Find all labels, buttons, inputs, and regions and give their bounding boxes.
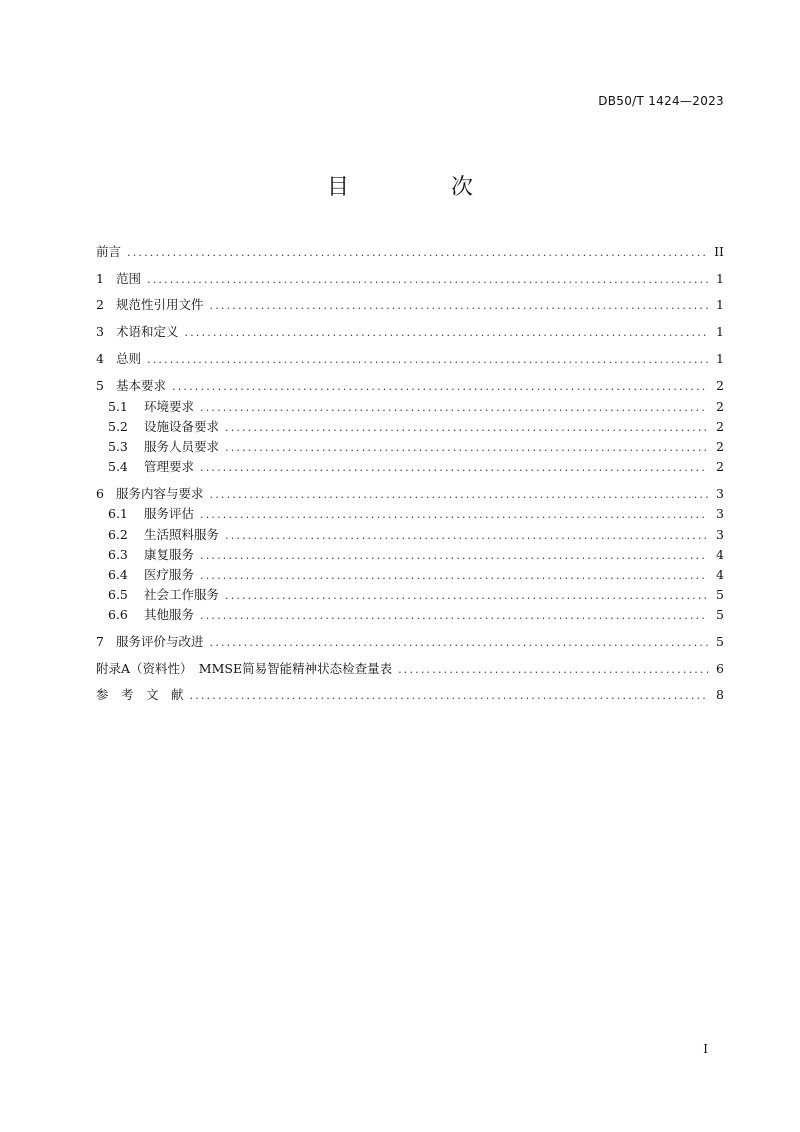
toc-entry[interactable] <box>96 296 724 314</box>
toc-entry[interactable] <box>96 526 724 544</box>
page-number: I <box>703 1042 708 1056</box>
toc-entry-page: 2 <box>716 399 724 414</box>
toc-entry[interactable] <box>96 546 724 564</box>
toc-leader-dots <box>200 399 708 417</box>
toc-entry[interactable] <box>96 323 724 341</box>
toc-entry-number: 5 <box>96 378 104 393</box>
toc-leader-dots <box>147 271 708 289</box>
toc-entry-label: 服务评价与改进 <box>116 634 204 649</box>
toc-entry[interactable] <box>96 398 724 416</box>
toc-leader-dots <box>200 459 708 477</box>
toc-entry-number: 6.5 <box>108 587 128 602</box>
doc-code: DB50/T 1424—2023 <box>598 94 724 108</box>
toc-entry-label: 其他服务 <box>144 607 195 622</box>
toc-entry-page: II <box>714 244 724 259</box>
toc-entry-number: 7 <box>96 634 104 649</box>
toc-leader-dots <box>225 587 708 605</box>
toc-entry-page: 1 <box>716 271 724 286</box>
toc-entry-page: 4 <box>716 547 724 562</box>
toc-entry[interactable] <box>96 270 724 288</box>
toc-entry-label: 服务评估 <box>144 506 195 521</box>
toc-entry-label: 康复服务 <box>144 547 195 562</box>
toc-entry-number: 4 <box>96 351 104 366</box>
toc-entry-number: 6.3 <box>108 547 128 562</box>
toc-leader-dots <box>147 351 708 369</box>
toc-entry-number: 5.1 <box>108 399 128 414</box>
toc-entry[interactable] <box>96 566 724 584</box>
toc-leader-dots <box>210 634 708 652</box>
toc-entry[interactable] <box>96 377 724 395</box>
toc-entry-number: 6.2 <box>108 527 128 542</box>
toc-entry[interactable] <box>96 458 724 476</box>
toc-entry-page: 3 <box>716 486 724 501</box>
toc-entry-number: 6.4 <box>108 567 128 582</box>
toc-entry[interactable] <box>96 438 724 456</box>
toc-entry-label: 前言 <box>96 244 122 259</box>
toc-entry-page: 1 <box>716 297 724 312</box>
toc-leader-dots <box>200 607 708 625</box>
toc-entry-label: 服务内容与要求 <box>116 486 204 501</box>
toc-leader-dots <box>225 527 708 545</box>
toc-entry-number: 3 <box>96 324 104 339</box>
toc-entry[interactable] <box>96 660 724 678</box>
toc-leader-dots <box>210 297 708 315</box>
toc-entry[interactable] <box>96 606 724 624</box>
toc-entry-page: 5 <box>716 607 724 622</box>
toc-entry-page: 4 <box>716 567 724 582</box>
toc-entry-page: 3 <box>716 527 724 542</box>
toc-entry-number: 6 <box>96 486 104 501</box>
toc-entry-label: 附录A（资料性） MMSE简易智能精神状态检查量表 <box>96 661 393 676</box>
toc-entry[interactable] <box>96 243 724 261</box>
toc-entry-number: 6.1 <box>108 506 128 521</box>
toc-entry-number: 6.6 <box>108 607 128 622</box>
toc-leader-dots <box>200 567 708 585</box>
toc-entry-label: 基本要求 <box>116 378 167 393</box>
toc-entry-label: 生活照料服务 <box>144 527 220 542</box>
toc-entry-label: 环境要求 <box>144 399 195 414</box>
toc-entry-label: 范围 <box>116 271 142 286</box>
toc-entry-number: 5.4 <box>108 459 128 474</box>
toc-entry[interactable] <box>96 686 724 704</box>
toc-title: 目 次 <box>326 175 513 200</box>
toc-entry[interactable] <box>96 418 724 436</box>
toc-leader-dots <box>185 324 708 342</box>
toc-leader-dots <box>127 244 708 262</box>
toc-leader-dots <box>210 486 708 504</box>
toc-entry-page: 1 <box>716 324 724 339</box>
toc-entry-page: 2 <box>716 459 724 474</box>
toc-entry[interactable] <box>96 350 724 368</box>
toc-entry-label: 术语和定义 <box>116 324 179 339</box>
toc-leader-dots <box>200 547 708 565</box>
toc-entry-label: 规范性引用文件 <box>116 297 204 312</box>
toc-entry-page: 8 <box>716 687 724 702</box>
toc-entry-label: 医疗服务 <box>144 567 195 582</box>
toc-entry-number: 5.2 <box>108 419 128 434</box>
toc-entry-page: 6 <box>716 661 724 676</box>
toc-entry-page: 2 <box>716 419 724 434</box>
toc-leader-dots <box>190 687 708 705</box>
toc-entry-page: 5 <box>716 587 724 602</box>
toc-entry-number: 1 <box>96 271 104 286</box>
toc-entry-page: 2 <box>716 439 724 454</box>
toc-leader-dots <box>398 661 708 679</box>
toc-leader-dots <box>225 439 708 457</box>
toc-entry-label: 参 考 文 献 <box>96 687 184 702</box>
toc-entry-label: 管理要求 <box>144 459 195 474</box>
toc-entry-label: 设施设备要求 <box>144 419 220 434</box>
toc-entry-number: 2 <box>96 297 104 312</box>
toc-leader-dots <box>172 378 708 396</box>
toc-entry-page: 3 <box>716 506 724 521</box>
toc-entry-label: 总则 <box>116 351 142 366</box>
toc-entry[interactable] <box>96 633 724 651</box>
toc-entry[interactable] <box>96 505 724 523</box>
toc-entry-page: 5 <box>716 634 724 649</box>
toc-entry-number: 5.3 <box>108 439 128 454</box>
toc-entry[interactable] <box>96 485 724 503</box>
toc-entry[interactable] <box>96 586 724 604</box>
toc-entry-page: 2 <box>716 378 724 393</box>
toc-entry-label: 社会工作服务 <box>144 587 220 602</box>
toc-entry-page: 1 <box>716 351 724 366</box>
toc-entry-label: 服务人员要求 <box>144 439 220 454</box>
toc-leader-dots <box>200 506 708 524</box>
toc-leader-dots <box>225 419 708 437</box>
